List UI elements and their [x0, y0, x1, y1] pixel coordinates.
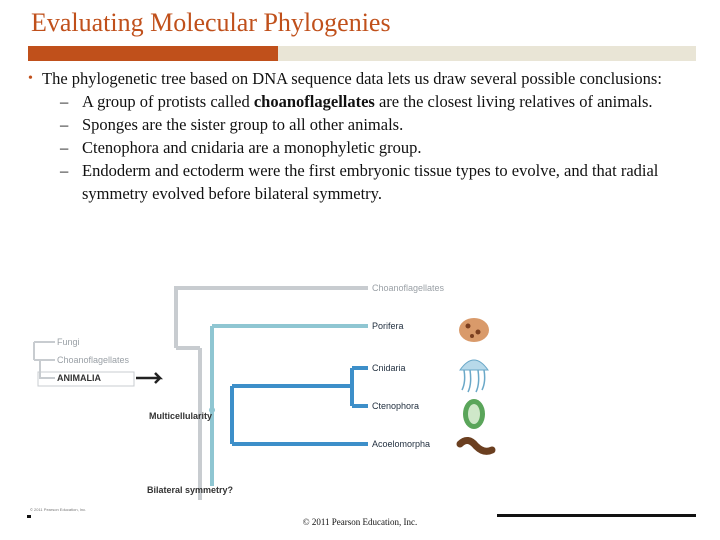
branch-porifera — [212, 326, 368, 410]
sponge-icon — [459, 318, 489, 342]
sub-bullet-3 — [28, 136, 708, 159]
sub-bullet-1-bold: choanoflagellates — [253, 92, 375, 111]
inset-label-choanoflagellates: Choanoflagellates — [57, 355, 130, 365]
bullet-list — [28, 67, 708, 205]
inset-label-fungi: Fungi — [57, 337, 80, 347]
title-accent-bar — [28, 46, 278, 61]
sub-bullet-2-text: Sponges are the sister group to all other animals. — [82, 115, 404, 134]
arrow-icon — [136, 373, 160, 383]
dash-icon: – — [60, 161, 69, 180]
slide-title: Evaluating Molecular Phylogenies — [31, 8, 391, 37]
branch-radial-stem — [232, 386, 352, 444]
dash-icon: – — [60, 115, 69, 134]
sub-bullet-4-text: Endoderm and ectoderm were the first embryonic tissue types to evolve, and that radial symmetry evolved before bilateral symmetry. — [82, 161, 659, 203]
comb-jelly-icon — [463, 399, 485, 429]
dash-icon: – — [60, 138, 69, 157]
taxon-label-cnidaria: Cnidaria — [372, 363, 406, 373]
taxon-label-acoelomorpha: Acoelomorpha — [372, 439, 431, 449]
branch-cnidaria-ctenophora — [352, 368, 368, 406]
inset-branch-fungi — [34, 342, 55, 378]
sub-bullet-1 — [28, 90, 708, 113]
sub-bullet-3-text: Ctenophora and cnidaria are a monophyletic group. — [82, 138, 422, 157]
flatworm-icon — [460, 440, 492, 451]
taxon-label-porifera: Porifera — [372, 321, 404, 331]
dash-icon: – — [60, 92, 69, 111]
jellyfish-icon — [460, 360, 488, 392]
event-label-multicellularity: Multicellularity — [149, 411, 213, 421]
sub-bullet-1-post: are the closest living relatives of animals. — [374, 92, 653, 111]
inset-label-animalia: ANIMALIA — [57, 373, 101, 383]
taxon-label-ctenophora: Ctenophora — [372, 401, 420, 411]
sub-bullet-2 — [28, 113, 708, 136]
taxon-label-choanoflagellates: Choanoflagellates — [372, 283, 445, 293]
bullet-intro-text: The phylogenetic tree based on DNA sequence data lets us draw several possible conclusions: — [42, 69, 662, 88]
inset-tree — [34, 342, 55, 378]
sub-bullet-4 — [28, 159, 708, 205]
bullet-intro — [28, 67, 708, 90]
figure-copyright: © 2011 Pearson Education, Inc. — [30, 507, 87, 512]
phylogenetic-tree-figure — [0, 278, 520, 500]
title-divider-bar — [278, 46, 696, 61]
bullet-dot-icon: • — [28, 71, 33, 86]
event-label-bilateral-symmetry: Bilateral symmetry? — [147, 485, 234, 495]
tree-drawing — [0, 278, 520, 500]
branch-choanoflagellates — [176, 288, 368, 348]
footer-copyright: © 2011 Pearson Education, Inc. — [302, 517, 418, 527]
main-tree-branches — [176, 288, 368, 500]
sub-bullet-1-pre: A group of protists called — [82, 92, 254, 111]
